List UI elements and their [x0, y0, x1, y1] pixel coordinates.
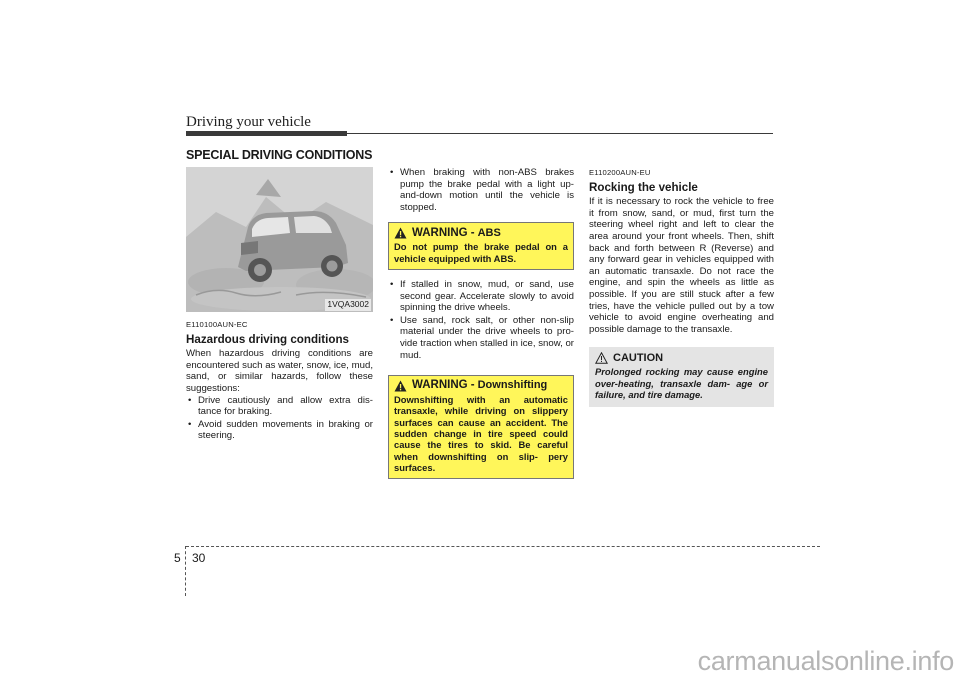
warning-heading-downshifting [394, 380, 568, 392]
warning-word: WARNING - [412, 226, 475, 239]
list-item: • Use sand, rock salt, or other non-slip material under the drive wheels to pro- vide traction when stalled in ice, snow, or mud. [388, 315, 574, 361]
warning-box-abs [388, 222, 574, 270]
vehicle-illustration [186, 167, 373, 312]
caution-box [589, 347, 774, 407]
subheading-rocking: Rocking the vehicle [589, 180, 698, 194]
list-item: • If stalled in snow, mud, or sand, use second gear. Accelerate slowly to avoid spinning the drive wheels. [388, 279, 574, 314]
column-rocking [589, 167, 774, 407]
warning-word: WARNING - [412, 379, 475, 392]
section-code: E110100AUN-EC [186, 320, 248, 329]
caution-triangle-icon [595, 352, 608, 364]
caution-word: CAUTION [613, 351, 664, 364]
column-hazardous [186, 167, 373, 443]
list-item: • Drive cautiously and allow extra dis- tance for braking. [186, 395, 373, 418]
braking-bullets-top [388, 167, 574, 213]
watermark: carmanualsonline.info [697, 646, 954, 676]
warning-subject: Downshifting [477, 379, 548, 392]
list-item: • Avoid sudden movements in braking or steering. [186, 419, 373, 442]
warning-triangle-icon [394, 380, 407, 392]
warning-box-downshifting [388, 375, 574, 479]
header-rule-thick [186, 131, 347, 136]
warning-subject: ABS [477, 226, 501, 239]
chapter-title: Driving your vehicle [186, 114, 311, 130]
image-code: 1VQA3002 [327, 299, 369, 310]
braking-bullets [388, 279, 574, 361]
section-code: E110200AUN-EU [589, 168, 651, 177]
hazardous-intro: When hazardous driving conditions are encountered such as water, snow, ice, mud, sand, or similar hazards, follow these suggestions: [186, 348, 373, 394]
subheading-hazardous: Hazardous driving conditions [186, 332, 349, 346]
footer-page-number: 30 [192, 551, 206, 565]
footer-rule [186, 546, 820, 547]
warning-body-abs: Do not pump the brake pedal on a vehicle equipped with ABS. [394, 241, 568, 264]
rocking-body: If it is necessary to rock the vehicle to free it from snow, sand, or mud, first turn the steering wheel right and left to clear the area around your front wheels. Then, shift back and forth between R (Reverse) and any forward gear in vehicles equipped with an automatic transaxle. Do not race the engine, and spin the wheels as little as possible. If you are still stuck after a few tries, have the vehicle pulled out by a tow vehicle to avoid engine overheating and possible damage to the transaxle. [589, 196, 774, 335]
section-title: SPECIAL DRIVING CONDITIONS [186, 148, 373, 162]
footer-divider [185, 546, 186, 596]
hazardous-bullets [186, 395, 373, 442]
warning-triangle-icon [394, 227, 407, 239]
column-braking [388, 167, 574, 488]
header-rule-thin [347, 133, 773, 134]
caution-heading [595, 352, 768, 364]
warning-body-downshifting: Downshifting with an automatic transaxle, while driving on slippery surfaces can cause an accident. The sudden change in tire speed could cause the tires to skid. Be careful when downshifting on slip- pery surfaces. [394, 394, 568, 473]
caution-body: Prolonged rocking may cause engine over-heating, transaxle dam- age or failure, and tire damage. [595, 366, 768, 400]
suv-on-rough-terrain-illustration [186, 167, 373, 312]
warning-heading-abs [394, 227, 568, 239]
list-item: • When braking with non-ABS brakes pump the brake pedal with a light up- and-down motion until the vehicle is stopped. [388, 167, 574, 213]
footer-chapter-number: 5 [174, 551, 181, 565]
